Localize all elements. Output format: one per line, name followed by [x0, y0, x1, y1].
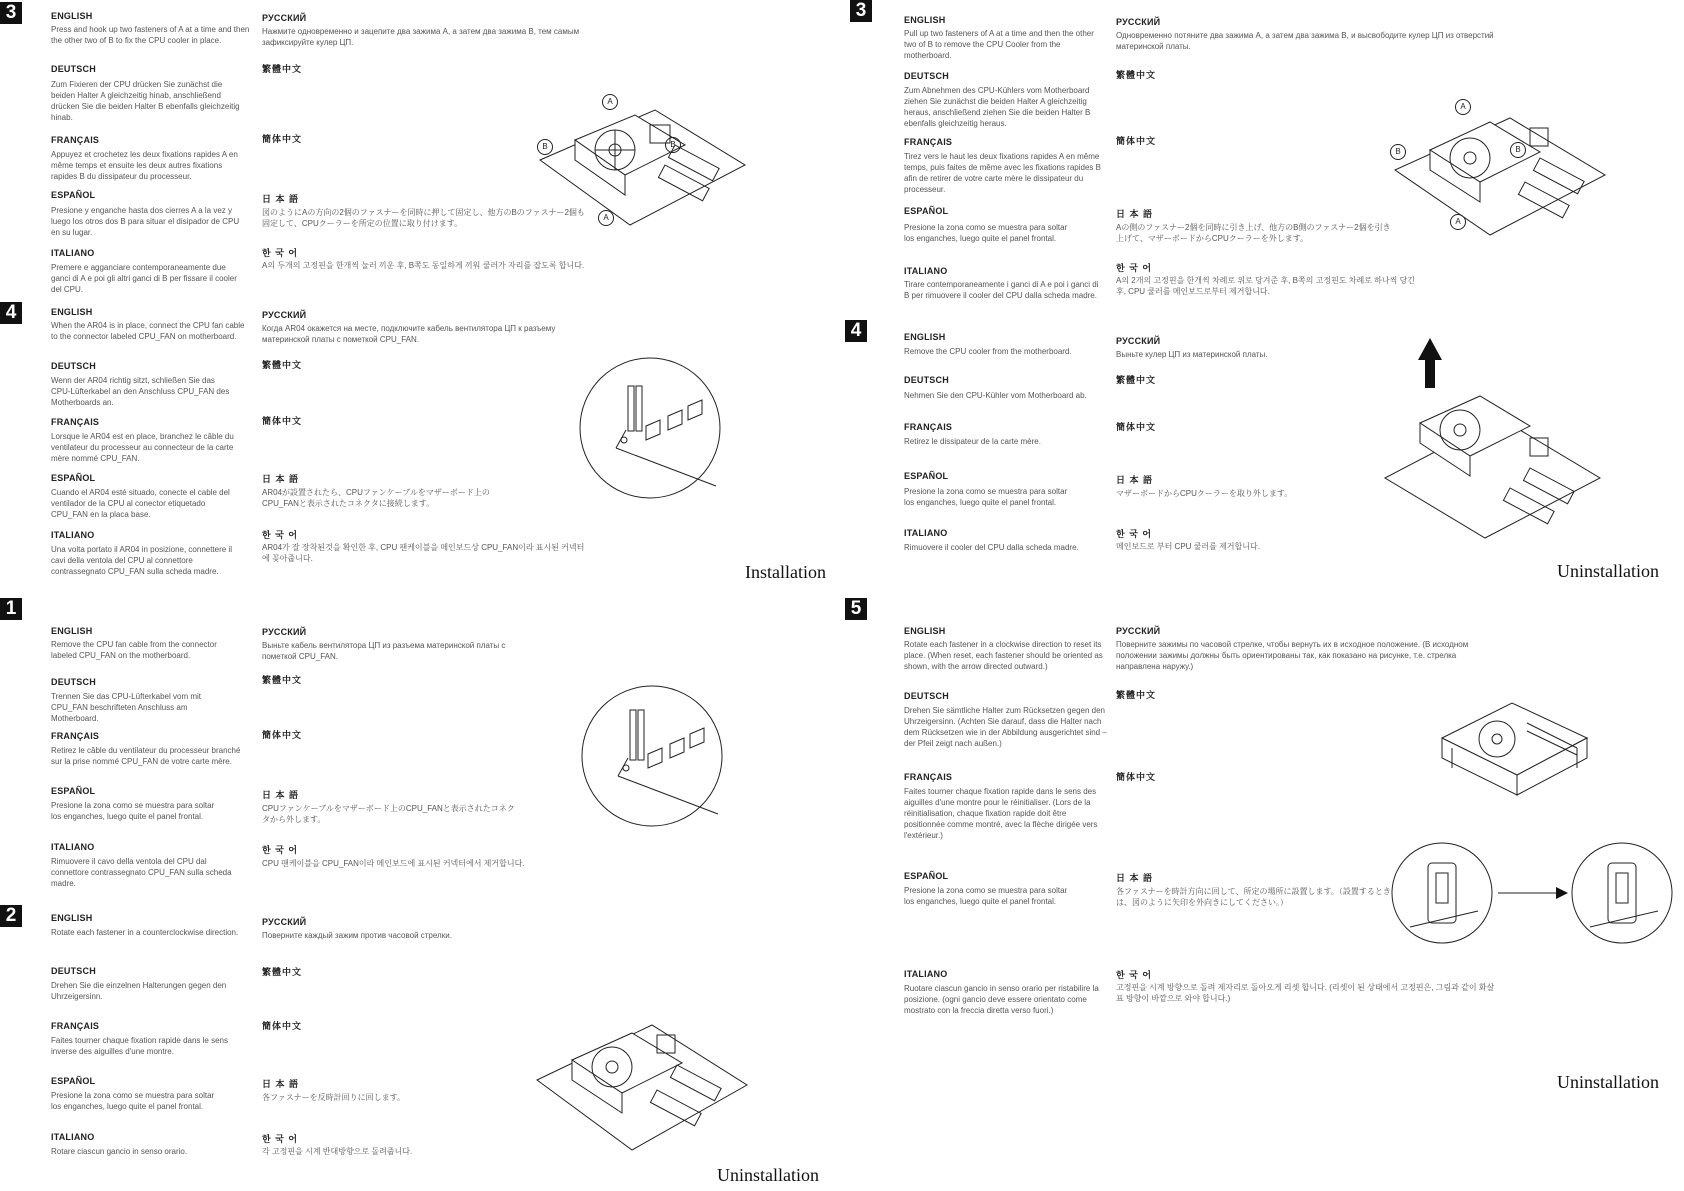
uninstall-step-1 — [0, 598, 840, 898]
lang-heading-ru: РУССКИЙ — [1116, 336, 1161, 346]
lang-heading-es: ESPAÑOL — [904, 871, 949, 881]
lang-heading-es: ESPAÑOL — [51, 1076, 96, 1086]
text-ko: 메인보드로 부터 CPU 쿨러를 제거합니다. — [1116, 542, 1260, 551]
lang-heading-ja: 日 本 語 — [262, 790, 300, 800]
lang-heading-fr: FRANÇAIS — [51, 417, 100, 427]
lang-heading-ja: 日 本 語 — [262, 1079, 300, 1089]
lang-heading-it: ITALIANO — [904, 266, 948, 276]
lang-heading-zh-cn: 簡体中文 — [262, 134, 303, 144]
text-es: Cuando el AR04 esté situado, conecte el cable del ventilador de la CPU al conector etiquetado CPU_FAN en la placa base. — [51, 488, 230, 519]
text-de: Zum Abnehmen des CPU-Kühlers vom Motherboard ziehen Sie zunächst die beiden Halter A gleichzeitig heraus, anschließend ziehen Sie die beiden Halter B ebenfalls gleichzeitig heraus. — [904, 86, 1091, 128]
lang-heading-fr: FRANÇAIS — [904, 772, 953, 782]
section-footer-uninstallation: Uninstallation — [717, 1165, 819, 1185]
lang-heading-es: ESPAÑOL — [51, 786, 96, 796]
text-ru: Одновременно потяните два зажима А, а затем два зажима В, и высвободите кулер ЦП из отверстий материнской платы. — [1116, 31, 1494, 51]
text-de: Drehen Sie die einzelnen Halterungen gegen den Uhrzeigersinn. — [51, 981, 227, 1001]
text-ko: A의 두개의 고정핀을 한개씩 눌러 끼운 후, B쪽도 동일하게 끼워 쿨러가 자리를 잡도록 합니다. — [262, 261, 585, 270]
lang-heading-ja: 日 本 語 — [1116, 873, 1154, 883]
lang-heading-ko: 한 국 어 — [262, 1134, 299, 1144]
lang-heading-en: ENGLISH — [51, 913, 93, 923]
text-fr: Retirez le dissipateur de la carte mère. — [904, 437, 1041, 446]
lang-heading-fr: FRANÇAIS — [51, 135, 100, 145]
callout-a-top: A — [1455, 99, 1471, 115]
text-ja: 各ファスナーを時計方向に回して、所定の場所に設置します。（設置するときは、図のように矢印を外向きにしてください。） — [1116, 887, 1391, 907]
text-ko: A의 2개의 고정핀을 한개씩 차례로 위로 당겨준 후, B쪽의 고정핀도 차례로 하나씩 당긴 후, CPU 쿨러를 메인보드로부터 제거합니다. — [1116, 276, 1416, 296]
uninstall-step-4-right — [845, 318, 1684, 596]
lang-heading-es: ESPAÑOL — [51, 190, 96, 200]
lang-heading-en: ENGLISH — [904, 332, 946, 342]
text-fr: Lorsque le AR04 est en place, branchez le câble du ventilateur du processeur au connecteur de la carte mère nommé CPU_FAN. — [51, 432, 234, 463]
lang-heading-zh-cn: 簡体中文 — [1116, 136, 1157, 146]
uninstall-step-5-right — [845, 598, 1684, 1191]
lang-heading-ko: 한 국 어 — [262, 248, 299, 258]
text-ja: 各ファスナーを反時計回りに回します。 — [262, 1093, 406, 1102]
text-ru: Поверните каждый зажим против часовой стрелки. — [262, 931, 452, 940]
lang-heading-it: ITALIANO — [904, 969, 948, 979]
cooler-lift-off-illustration — [1380, 338, 1605, 543]
lang-heading-zh-cn: 簡体中文 — [262, 1021, 303, 1031]
text-ja: 図のようにAの方向の2個のファスナーを同時に押して固定し、他方のBのファスナー2個も固定して、CPUクーラーを所定の位置に取り付けます。 — [262, 208, 585, 228]
lang-heading-zh-cn: 簡体中文 — [1116, 772, 1157, 782]
lang-heading-de: DEUTSCH — [904, 71, 949, 81]
step-number: 1 — [0, 598, 22, 620]
text-en: Remove the CPU fan cable from the connector labeled CPU_FAN on the motherboard. — [51, 640, 217, 660]
text-fr: Faites tourner chaque fixation rapide dans le sens des aiguilles d'une montre pour le réinitialiser. (Lors de la réinitialisation, chaque fixation rapide doit être positionnée comme montré, avec la flèche dirigée vers l'extérieur.) — [904, 787, 1098, 840]
lang-heading-fr: FRANÇAIS — [51, 731, 100, 741]
lang-heading-ko: 한 국 어 — [1116, 263, 1153, 273]
uninstall-step-2 — [0, 905, 840, 1191]
text-ja: CPUファンケーブルをマザーボード上のCPU_FANと表示されたコネクタから外します。 — [262, 804, 515, 824]
lang-heading-ru: РУССКИЙ — [262, 627, 307, 637]
callout-b-left: B — [537, 139, 553, 155]
lang-heading-ja: 日 本 語 — [262, 194, 300, 204]
lang-heading-de: DEUTSCH — [51, 966, 96, 976]
text-ru: Поверните зажимы по часовой стрелке, чтобы вернуть их в исходное положение. (В исходном положении зажимы должны быть ориентированы так, как показано на рисунке, т.е. стрелка направлена наружу.) — [1116, 640, 1469, 671]
text-de: Nehmen Sie den CPU-Kühler vom Motherboard ab. — [904, 391, 1087, 400]
lang-heading-en: ENGLISH — [51, 626, 93, 636]
lang-heading-ja: 日 本 語 — [262, 474, 300, 484]
text-de: Zum Fixieren der CPU drücken Sie zunächst die beiden Halter A gleichzeitig hinab, anschließend drücken Sie die beiden Halter B ebenfalls gleichzeitig hinab. — [51, 80, 240, 122]
text-es: Presione la zona como se muestra para soltar los enganches, luego quite el panel frontal. — [904, 487, 1068, 507]
lang-heading-en: ENGLISH — [51, 11, 93, 21]
text-it: Premere e agganciare contemporaneamente due ganci di A e poi gli altri ganci di B per fissare il cooler del CPU. — [51, 263, 237, 294]
lang-heading-zh-cn: 簡体中文 — [262, 730, 303, 740]
text-ru: Нажмите одновременно и зацепите два зажима А, а затем два зажима В, тем самым зафиксируйте кулер ЦП. — [262, 27, 580, 47]
step-number: 3 — [850, 0, 872, 22]
callout-a-bottom: A — [1450, 214, 1466, 230]
text-fr: Appuyez et crochetez les deux fixations rapides A en même temps et ensuite les deux autres fixations rapides B du dissipateur du processeur. — [51, 150, 238, 181]
lang-heading-fr: FRANÇAIS — [904, 422, 953, 432]
lang-heading-zh-cn: 簡体中文 — [262, 416, 303, 426]
lang-heading-ru: РУССКИЙ — [1116, 626, 1161, 636]
text-ja: マザーボードからCPUクーラーを取り外します。 — [1116, 489, 1293, 498]
lang-heading-de: DEUTSCH — [51, 677, 96, 687]
step-number: 5 — [845, 598, 867, 620]
text-ru: Выньте кулер ЦП из материнской платы. — [1116, 350, 1268, 359]
text-es: Presione la zona como se muestra para soltar los enganches, luego quite el panel frontal. — [51, 1091, 215, 1111]
section-footer-installation: Installation — [745, 562, 826, 582]
lang-heading-zh-tw: 繁體中文 — [262, 675, 303, 685]
text-it: Una volta portato il AR04 in posizione, connettere il cavi della ventola del CPU al connettore contrassegnato CPU_FAN sulla scheda madre. — [51, 545, 232, 576]
lang-heading-zh-tw: 繁體中文 — [262, 360, 303, 370]
text-ru: Когда AR04 окажется на месте, подключите кабель вентилятора ЦП к разъему материнской платы с пометкой CPU_FAN. — [262, 324, 556, 344]
lang-heading-zh-tw: 繁體中文 — [1116, 375, 1157, 385]
lang-heading-zh-cn: 簡体中文 — [1116, 422, 1157, 432]
text-en: Press and hook up two fasteners of A at a time and then the other two of B to fix the CPU cooler in place. — [51, 25, 250, 45]
fan-cable-connector-illustration — [578, 356, 723, 501]
section-footer-uninstallation: Uninstallation — [1557, 1072, 1659, 1092]
callout-a-bottom: A — [598, 210, 614, 226]
step-number: 2 — [0, 905, 22, 927]
lang-heading-it: ITALIANO — [51, 1132, 95, 1142]
text-es: Presione la zona como se muestra para soltar los enganches, luego quite el panel frontal. — [51, 801, 215, 821]
text-es: Presione la zona como se muestra para soltar los enganches, luego quite el panel frontal. — [904, 223, 1068, 243]
section-footer-uninstallation: Uninstallation — [1557, 561, 1659, 581]
lang-heading-ja: 日 本 語 — [1116, 209, 1154, 219]
text-it: Rimuovere il cooler del CPU dalla scheda madre. — [904, 543, 1079, 552]
lang-heading-fr: FRANÇAIS — [904, 137, 953, 147]
lang-heading-ja: 日 本 語 — [1116, 475, 1154, 485]
lang-heading-ko: 한 국 어 — [262, 530, 299, 540]
cooler-remove-fasteners-illustration — [1390, 100, 1610, 240]
lang-heading-es: ESPAÑOL — [904, 471, 949, 481]
lang-heading-en: ENGLISH — [904, 15, 946, 25]
text-fr: Tirez vers le haut les deux fixations rapides A en même temps, puis faites de même avec les fixations rapides B afin de retirer de votre carte mère le dissipateur du processeur. — [904, 152, 1101, 194]
lang-heading-en: ENGLISH — [51, 307, 93, 317]
lang-heading-zh-tw: 繁體中文 — [262, 967, 303, 977]
text-de: Wenn der AR04 richtig sitzt, schließen Sie das CPU-Lüfterkabel an den Anschluss CPU_FAN des Motherboards an. — [51, 376, 230, 407]
cooler-heatsink-illustration — [1437, 693, 1592, 803]
callout-a-top: A — [602, 94, 618, 110]
text-de: Drehen Sie sämtliche Halter zum Rücksetzen gegen den Uhrzeigersinn. (Achten Sie darauf, dass die Halter nach dem Rücksetzen wie in der Abbildung ausgerichtet sind – der Pfeil zeigt nach außen.) — [904, 706, 1107, 748]
lang-heading-ru: РУССКИЙ — [262, 310, 307, 320]
step-number: 3 — [0, 2, 22, 24]
lang-heading-es: ESPAÑOL — [51, 473, 96, 483]
text-en: Pull up two fasteners of A at a time and then the other two of B to remove the CPU Cooler from the motherboard. — [904, 29, 1094, 60]
lang-heading-ko: 한 국 어 — [1116, 970, 1153, 980]
lang-heading-ko: 한 국 어 — [262, 845, 299, 855]
text-it: Rimuovere il cavo della ventola del CPU dal connettore contrassegnato CPU_FAN sulla scheda madre. — [51, 857, 232, 888]
text-it: Ruotare ciascun gancio in senso orario per ristabilire la posizione. (ogni gancio deve essere orientato come mostrato con la freccia diretta verso fuori.) — [904, 984, 1099, 1015]
step-number: 4 — [845, 320, 867, 342]
lang-heading-de: DEUTSCH — [904, 691, 949, 701]
text-it: Tirare contemporaneamente i ganci di A e poi i ganci di B per rimuovere il cooler del CPU dalla scheda madre. — [904, 280, 1099, 300]
fastener-reset-illustration — [1390, 841, 1680, 951]
text-es: Presione y enganche hasta dos cierres A a la vez y luego los otros dos B para situar el disipador de CPU en su lugar. — [51, 206, 240, 237]
text-ru: Выньте кабель вентилятора ЦП из разъема материнской платы с пометкой CPU_FAN. — [262, 641, 506, 661]
lang-heading-ko: 한 국 어 — [1116, 529, 1153, 539]
lang-heading-ru: РУССКИЙ — [1116, 17, 1161, 27]
lang-heading-de: DEUTSCH — [904, 375, 949, 385]
text-fr: Retirez le câble du ventilateur du processeur branché sur la prise nommé CPU_FAN de votre carte mère. — [51, 746, 241, 766]
text-ja: Aの側のファスナー2個を同時に引き上げ、他方のB側のファスナー2個を引き上げて、マザーボードからCPUクーラーを外します。 — [1116, 223, 1391, 243]
callout-b-right: B — [1510, 142, 1526, 158]
lang-heading-it: ITALIANO — [51, 248, 95, 258]
lang-heading-it: ITALIANO — [904, 528, 948, 538]
text-en: When the AR04 is in place, connect the CPU fan cable to the connector labeled CPU_FAN on motherboard. — [51, 321, 245, 341]
install-step-4 — [0, 300, 840, 595]
fan-cable-removal-illustration — [580, 684, 725, 829]
lang-heading-it: ITALIANO — [51, 530, 95, 540]
lang-heading-it: ITALIANO — [51, 842, 95, 852]
cooler-rotate-fastener-illustration — [532, 1005, 752, 1155]
callout-b-left: B — [1390, 144, 1406, 160]
uninstall-step-3-right — [850, 0, 1684, 318]
cooler-install-illustration — [535, 90, 750, 230]
text-en: Rotate each fastener in a clockwise direction to reset its place. (When reset, each fastener should be oriented as shown, with the arrow directed outward.) — [904, 640, 1103, 671]
step-number: 4 — [0, 302, 22, 324]
text-ko: AR04가 잘 장착된것을 확인한 후, CPU 팬케이블을 메인보드상 CPU_FAN이라 표시된 커넥터에 꽂아줍니다. — [262, 543, 585, 563]
install-step-3 — [0, 0, 840, 300]
text-en: Rotate each fastener in a counterclockwise direction. — [51, 928, 239, 937]
lang-heading-zh-tw: 繁體中文 — [262, 64, 303, 74]
text-ko: CPU 팬케이블을 CPU_FAN이라 메인보드에 표시된 커넥터에서 제거합니다. — [262, 859, 525, 868]
lang-heading-de: DEUTSCH — [51, 361, 96, 371]
lang-heading-en: ENGLISH — [904, 626, 946, 636]
text-ko: 고정핀을 시계 방향으로 돌려 제자리로 돌아오게 리셋 합니다. (리셋이 된 상태에서 고정핀은, 그림과 같이 화살표 방향이 바깥으로 와야 합니다.) — [1116, 983, 1495, 1003]
lang-heading-fr: FRANÇAIS — [51, 1021, 100, 1031]
lang-heading-zh-tw: 繁體中文 — [1116, 690, 1157, 700]
lang-heading-es: ESPAÑOL — [904, 206, 949, 216]
text-en: Remove the CPU cooler from the motherboard. — [904, 347, 1072, 356]
lang-heading-zh-tw: 繁體中文 — [1116, 70, 1157, 80]
text-es: Presione la zona como se muestra para soltar los enganches, luego quite el panel frontal. — [904, 886, 1068, 906]
text-ja: AR04が設置されたら、CPUファンケーブルをマザーボード上のCPU_FANと表示されたコネクタに接続します。 — [262, 488, 490, 508]
callout-b-right: B — [665, 137, 681, 153]
text-it: Rotare ciascun gancio in senso orario. — [51, 1147, 188, 1156]
lang-heading-ru: РУССКИЙ — [262, 13, 307, 23]
lang-heading-de: DEUTSCH — [51, 64, 96, 74]
text-de: Trennen Sie das CPU-Lüfterkabel vom mit CPU_FAN beschrifteten Anschluss am Motherboard. — [51, 692, 201, 723]
text-fr: Faites tourner chaque fixation rapide dans le sens inverse des aiguilles d'une montre. — [51, 1036, 228, 1056]
text-ko: 각 고정핀을 시계 반대방향으로 돌려줍니다. — [262, 1147, 413, 1156]
lang-heading-ru: РУССКИЙ — [262, 917, 307, 927]
